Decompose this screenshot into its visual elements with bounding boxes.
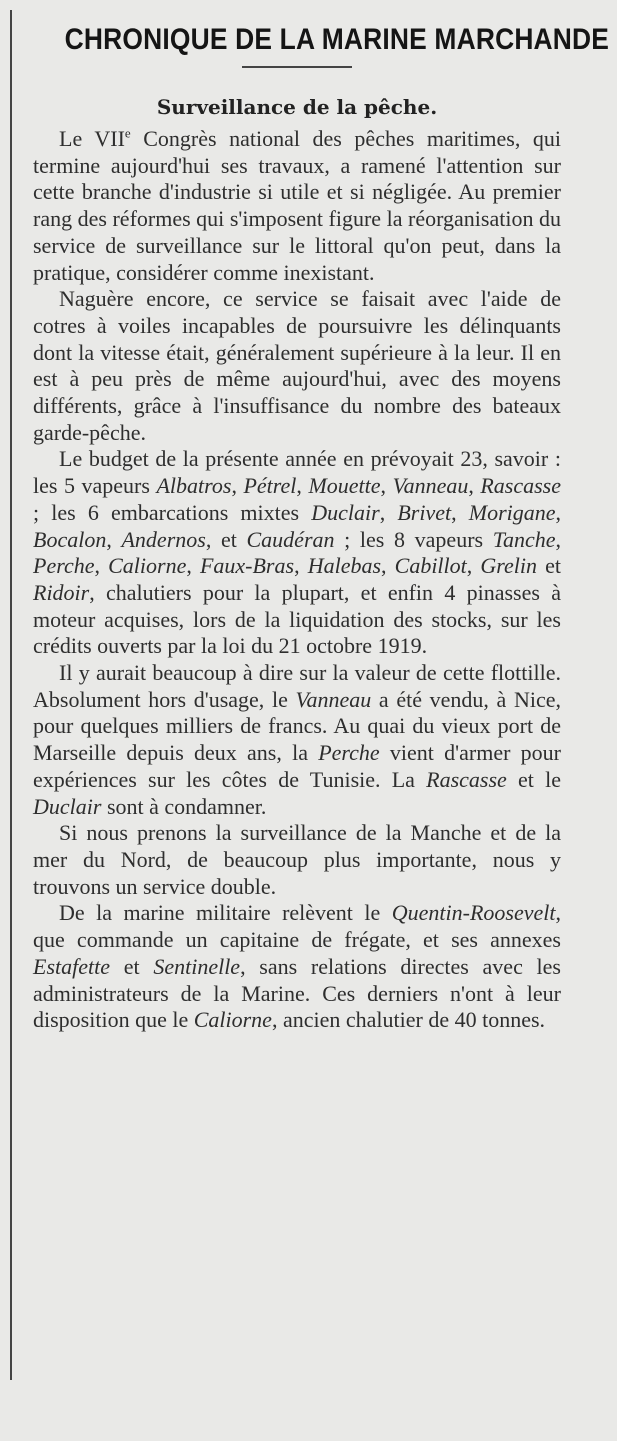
- vessel-name: Albatros: [156, 473, 232, 499]
- vessel-name: Bocalon: [33, 526, 107, 552]
- headline-rule: [242, 66, 352, 68]
- text-run: ,: [381, 553, 395, 579]
- text-run: Congrès national des pêches maritimes, qui termine aujourd'hui ses travaux, a ramené l'attention sur cette branche d'industrie si utile et si négligée. Au premier rang des réformes qui s'imposent figure la réorganisation du service de surveillance sur le littoral qu'on peut, dans la pratique, considérer comme inexistant.: [33, 126, 561, 285]
- vessel-name: Estafette: [33, 953, 110, 979]
- text-run: et: [537, 553, 562, 579]
- vessel-name: Tanche: [492, 526, 556, 552]
- vessel-name: Duclair: [33, 793, 102, 819]
- vessel-name: Sentinelle: [153, 953, 241, 979]
- vessel-name: Rascasse: [480, 473, 562, 499]
- text-run: ,: [94, 553, 109, 579]
- text-run: ,: [186, 553, 200, 579]
- text-run: ,: [379, 499, 398, 525]
- vessel-name: Perche: [33, 553, 95, 579]
- article-body: [33, 126, 561, 1034]
- text-run: , que commande un capitaine de frégate, et ses annexes: [33, 900, 561, 953]
- text-run: , et: [205, 526, 247, 552]
- vessel-name: Duclair: [311, 499, 380, 525]
- text-run: ,: [106, 526, 122, 552]
- text-run: ,: [296, 473, 309, 499]
- headline: CHRONIQUE DE LA MARINE MARCHANDE: [64, 23, 610, 56]
- text-run: , ancien chalutier de 40 tonnes.: [271, 1007, 546, 1033]
- article-paragraph: [33, 660, 561, 820]
- text-run: ,: [380, 473, 393, 499]
- vessel-name: Pétrel: [243, 473, 297, 499]
- text-run: Si nous prenons la surveillance de la Manche et de la mer du Nord, de beaucoup plus importante, nous y trouvons un service double.: [33, 820, 561, 899]
- vessel-name: Andernos: [121, 526, 206, 552]
- vessel-name: Caliorne: [108, 553, 187, 579]
- article-paragraph: [33, 900, 561, 1034]
- text-run: , sans relations directes avec les administrateurs de la Marine. Ces derniers n'ont à leur disposition que le: [33, 953, 561, 1033]
- vessel-name: Rascasse: [426, 766, 507, 792]
- ordinal-superscript: e: [124, 125, 131, 141]
- text-run: et: [109, 953, 154, 979]
- text-run: sont à condamner.: [101, 793, 267, 819]
- text-run: et le: [506, 766, 561, 792]
- text-run: ; les 8 vapeurs: [334, 526, 493, 552]
- text-run: ,: [468, 473, 481, 499]
- vessel-name: Vanneau: [392, 473, 469, 499]
- subheading: Surveillance de la pêche.: [156, 95, 438, 119]
- text-run: Il y aurait beaucoup à dire sur la valeur de cette flottille. Absolument hors d'usage, le: [33, 660, 561, 712]
- vessel-name: Perche: [318, 740, 380, 766]
- article-paragraph: [33, 820, 561, 900]
- text-run: vient d'armer pour expériences sur les côtes de Tunisie. La: [33, 740, 561, 792]
- text-run: De la marine militaire relèvent le: [59, 900, 392, 926]
- vessel-name: Grelin: [480, 553, 538, 579]
- article: [33, 18, 610, 1034]
- article-paragraph: [33, 286, 561, 446]
- vessel-name: Morigane: [468, 499, 556, 525]
- text-run: ; les 6 embarcations mixtes: [33, 499, 312, 525]
- column-rule: [10, 10, 12, 1380]
- vessel-name: Mouette: [308, 473, 381, 499]
- vessel-name: Brivet: [397, 499, 452, 525]
- vessel-name: Ridoir: [33, 579, 90, 605]
- vessel-name: Vanneau: [295, 686, 372, 712]
- vessel-name: Halebas: [307, 553, 382, 579]
- vessel-name: Quentin-Roosevelt: [391, 900, 556, 926]
- article-paragraph: [33, 126, 561, 286]
- vessel-name: Caliorne: [193, 1007, 272, 1033]
- text-run: , chalutiers pour la plupart, et enfin 4 pinasses à moteur acquises, lors de la liquidation des stocks, sur les crédits ouverts par la loi du 21 octobre 1919.: [33, 579, 561, 659]
- text-run: ,: [451, 499, 469, 525]
- text-run: Le budget de la présente année en prévoyait 23, savoir : les 5 vapeurs: [33, 446, 561, 499]
- vessel-name: Caudéran: [246, 526, 335, 552]
- text-run: ,: [466, 553, 481, 579]
- vessel-name: Cabillot: [394, 553, 467, 579]
- text-run: Naguère encore, ce service se faisait avec l'aide de cotres à voiles incapables de poursuivre les délinquants dont la vitesse était, généralement supérieure à la leur. Il en est à peu près de même aujourd'hui, avec des moyens différents, grâce à l'insuffisance du nombre des bateaux garde-pêche.: [33, 286, 561, 445]
- text-run: Le VII: [59, 126, 125, 151]
- text-run: ,: [231, 473, 244, 499]
- vessel-name: Faux-Bras: [199, 553, 295, 579]
- text-run: ,: [555, 526, 561, 552]
- text-run: ,: [294, 553, 308, 579]
- text-run: ,: [555, 499, 562, 525]
- text-run: a été vendu, à Nice, pour quelques milliers de francs. Au quai du vieux port de Marseille depuis deux ans, la: [33, 686, 562, 766]
- article-paragraph: [33, 446, 561, 660]
